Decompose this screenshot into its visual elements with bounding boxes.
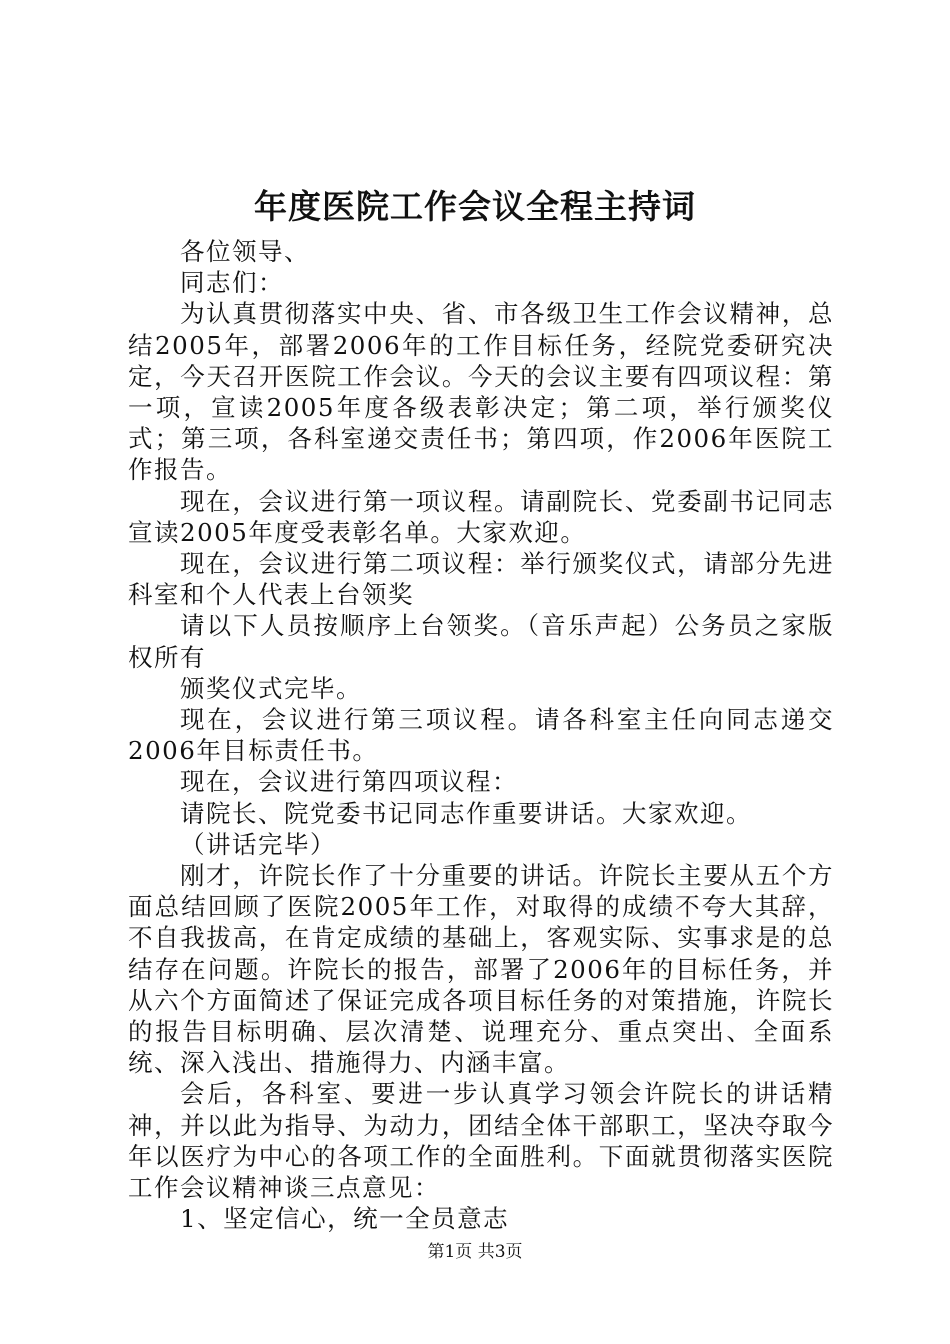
paragraph-award-done: 颁奖仪式完毕。 bbox=[180, 673, 362, 703]
paragraph-award-order: 请以下人员按顺序上台领奖。（音乐声起）公务员之家版权所有 bbox=[128, 611, 834, 672]
paragraph-speech-done: （讲话完毕） bbox=[180, 829, 336, 859]
document-body bbox=[128, 236, 834, 1235]
paragraph-summary: 刚才，许院长作了十分重要的讲话。许院长主要从五个方面总结回顾了医院2005年工作，对取得的成绩不夸大其辞，不自我拔高，在肯定成绩的基础上，客观实际、实事求是的总结存在问题。许院长的报告，部署了2006年的目标任务，并从六个方面简述了保证完成各项目标任务的对策措施，许院长的报告目标明确、层次清楚、说理充分、重点突出、全面系统、深入浅出、措施得力、内涵丰富。 bbox=[128, 861, 834, 1078]
paragraph-agenda-4: 现在，会议进行第四项议程： bbox=[180, 767, 518, 797]
paragraph-agenda-1: 现在，会议进行第一项议程。请副院长、党委副书记同志宣读2005年度受表彰名单。大家欢迎。 bbox=[128, 486, 834, 547]
paragraph-salutation-1: 各位领导、 bbox=[180, 237, 310, 266]
paragraph-point-1: 1、坚定信心，统一全员意志 bbox=[180, 1204, 510, 1234]
paragraph-salutation-2: 同志们： bbox=[180, 268, 284, 298]
paragraph-agenda-2: 现在，会议进行第二项议程：举行颁奖仪式，请部分先进科室和个人代表上台领奖 bbox=[128, 549, 834, 610]
paragraph-after-meeting: 会后，各科室、要进一步认真学习领会许院长的讲话精神，并以此为指导、为动力，团结全体干部职工，坚决夺取今年以医疗为中心的各项工作的全面胜利。下面就贯彻落实医院工作会议精神谈三点意见： bbox=[128, 1079, 834, 1203]
document-title: 年度医院工作会议全程主持词 bbox=[254, 187, 696, 226]
page-footer: 第1页 共3页 bbox=[427, 1242, 523, 1262]
paragraph-agenda-3: 现在，会议进行第三项议程。请各科室主任向同志递交2006年目标责任书。 bbox=[128, 705, 834, 766]
paragraph-intro: 为认真贯彻落实中央、省、市各级卫生工作会议精神，总结2005年，部署2006年的工作目标任务，经院党委研究决定，今天召开医院工作会议。今天的会议主要有四项议程：第一项，宣读2005年度各级表彰决定；第二项，举行颁奖仪式；第三项，各科室递交责任书；第四项，作2006年医院工作报告。 bbox=[128, 299, 834, 485]
paragraph-speech-invite: 请院长、院党委书记同志作重要讲话。大家欢迎。 bbox=[180, 798, 752, 828]
